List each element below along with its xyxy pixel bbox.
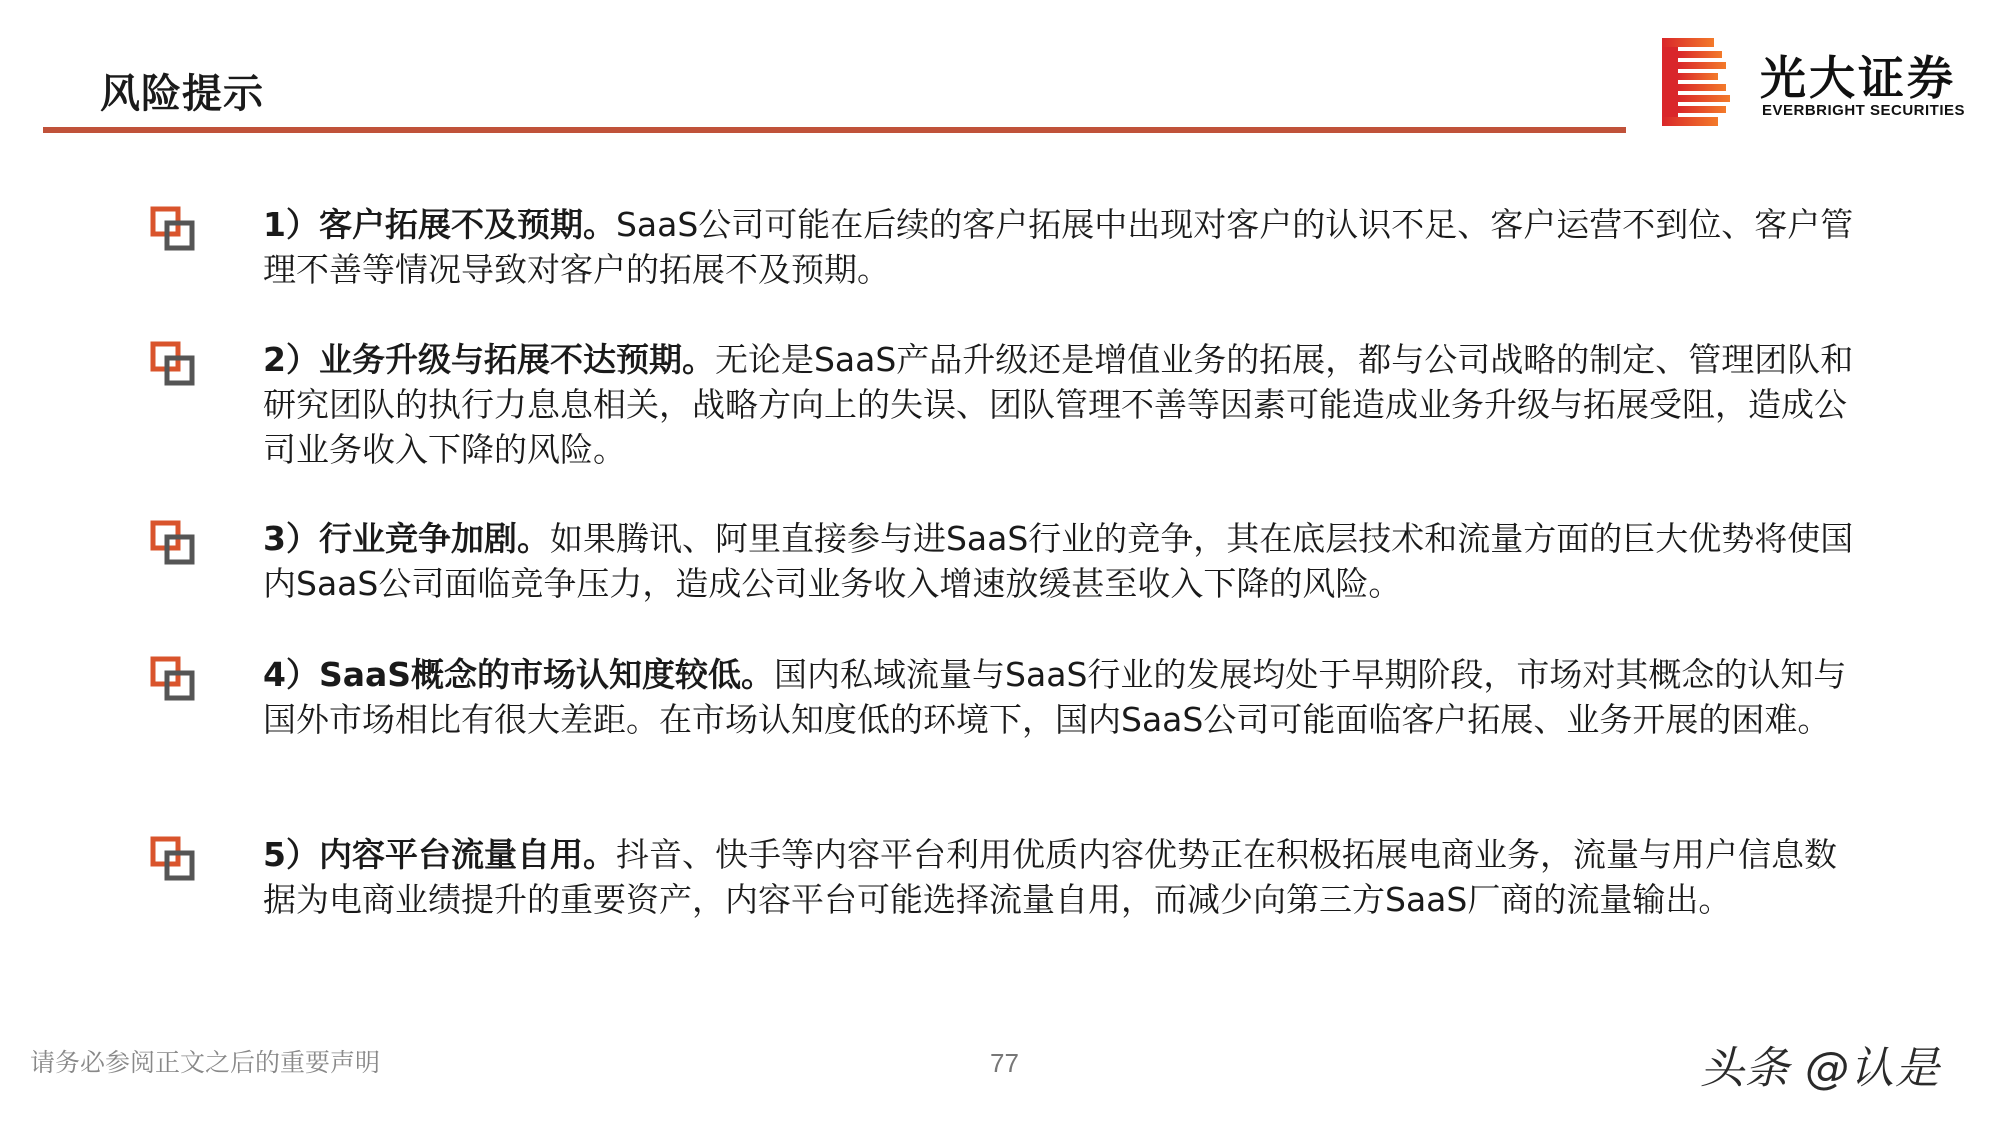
overlapping-squares-icon [150,656,198,704]
company-logo [1662,38,1982,128]
risk-text [263,516,1863,606]
risk-text [263,202,1863,292]
risk-body: 抖音、快手等内容平台利用优质内容优势正在积极拓展电商业务，流量与用户信息数据为电商业绩提升的重要资产，内容平台可能选择流量自用，而减少向第三方SaaS厂商的流量输出。 [263,835,1837,919]
overlapping-squares-icon [150,341,198,389]
risk-text [263,832,1863,922]
risk-lead: 5）内容平台流量自用。 [263,835,616,874]
risk-text [263,652,1863,742]
logo-name-cn: 光大证券 [1760,51,1956,105]
overlapping-squares-icon [150,206,198,254]
risk-lead: 4）SaaS概念的市场认知度较低。 [263,655,775,694]
risk-lead: 3）行业竞争加剧。 [263,519,550,558]
risk-lead: 1）客户拓展不及预期。 [263,205,616,244]
logo-mark-icon [1662,38,1730,126]
page-title: 风险提示 [100,71,264,117]
logo-name-en: EVERBRIGHT SECURITIES [1762,102,1966,119]
risk-text [263,337,1863,472]
risk-lead: 2）业务升级与拓展不达预期。 [263,340,715,379]
risk-body: 如果腾讯、阿里直接参与进SaaS行业的竞争，其在底层技术和流量方面的巨大优势将使国内SaaS公司面临竞争压力，造成公司业务收入增速放缓甚至收入下降的风险。 [263,519,1854,603]
title-underline [43,127,1626,133]
footer-disclaimer: 请务必参阅正文之后的重要声明 [30,1048,381,1077]
source-watermark: 头条 @认是 [1700,1043,1940,1094]
risk-body: 国内私域流量与SaaS行业的发展均处于早期阶段，市场对其概念的认知与国外市场相比有很大差距。在市场认知度低的环境下，国内SaaS公司可能面临客户拓展、业务开展的困难。 [263,655,1847,739]
overlapping-squares-icon [150,836,198,884]
risk-body: SaaS公司可能在后续的客户拓展中出现对客户的认识不足、客户运营不到位、客户管理不善等情况导致对客户的拓展不及预期。 [263,205,1854,289]
risk-body: 无论是SaaS产品升级还是增值业务的拓展，都与公司战略的制定、管理团队和研究团队的执行力息息相关，战略方向上的失误、团队管理不善等因素可能造成业务升级与拓展受阻，造成公司业务收入下降的风险。 [263,340,1854,469]
page-number: 77 [990,1048,1019,1078]
overlapping-squares-icon [150,520,198,568]
